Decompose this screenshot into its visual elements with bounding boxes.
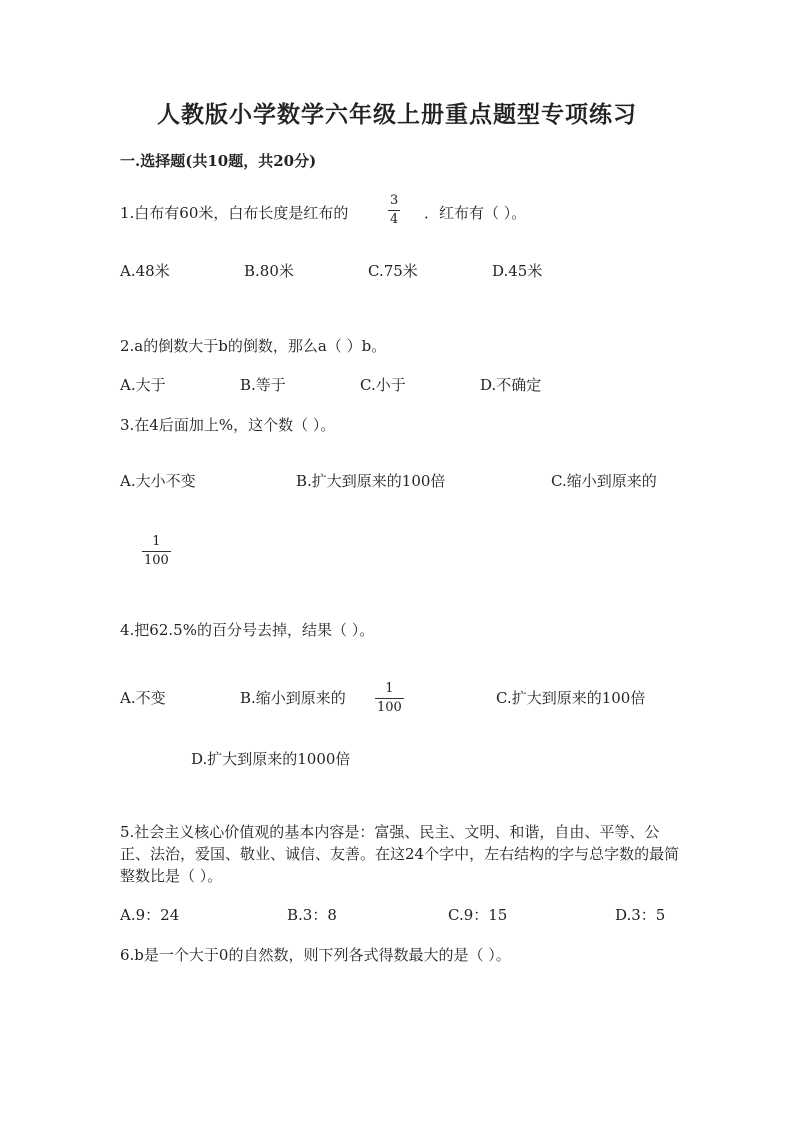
fraction-denominator: 4 — [390, 212, 399, 227]
question-1-stem-a: 1.白布有60米，白布长度是红布的 — [120, 204, 349, 222]
question-2-option-c[interactable]: C.小于 — [360, 376, 406, 394]
question-3-option-a[interactable]: A.大小不变 — [120, 472, 196, 490]
fraction-bar — [142, 551, 171, 552]
question-5-stem: 5.社会主义核心价值观的基本内容是：富强、民主、文明、和谐，自由、平等、公正、法治，爱国、敬业、诚信、友善。在这24个字中，左右结构的字与总字数的最简整数比是（ ）。 — [120, 823, 680, 885]
question-4-option-b[interactable]: B.缩小到原来的 — [240, 689, 346, 707]
fraction-numerator: 1 — [152, 534, 161, 549]
question-5-option-b[interactable]: B.3：8 — [287, 906, 337, 924]
fraction-numerator: 3 — [390, 193, 399, 208]
question-4-option-d[interactable]: D.扩大到原来的1000倍 — [191, 750, 351, 768]
question-6-stem: 6.b是一个大于0的自然数，则下列各式得数最大的是（ ）。 — [120, 946, 511, 964]
question-4-option-a[interactable]: A.不变 — [120, 689, 166, 707]
question-1-stem-b: ．红布有（ ）。 — [424, 204, 527, 222]
question-3-fraction — [142, 534, 171, 569]
question-1-option-b[interactable]: B.80米 — [244, 262, 294, 280]
question-3-option-c[interactable]: C.缩小到原来的 — [551, 472, 657, 490]
question-1-option-a[interactable]: A.48米 — [120, 262, 170, 280]
question-5-option-d[interactable]: D.3：5 — [615, 906, 666, 924]
question-1-fraction — [388, 193, 400, 228]
fraction-numerator: 1 — [385, 681, 394, 696]
question-4-fraction — [375, 681, 404, 716]
fraction-bar — [388, 210, 400, 211]
fraction-denominator: 100 — [377, 700, 402, 715]
fraction-bar — [375, 698, 404, 699]
question-4-option-c[interactable]: C.扩大到原来的100倍 — [496, 689, 646, 707]
question-5-option-c[interactable]: C.9：15 — [448, 906, 508, 924]
question-2-stem: 2.a的倒数大于b的倒数，那么a（ ）b。 — [120, 337, 387, 355]
page-title: 人教版小学数学六年级上册重点题型专项练习 — [157, 101, 637, 128]
question-2-option-b[interactable]: B.等于 — [240, 376, 286, 394]
question-1-option-d[interactable]: D.45米 — [492, 262, 543, 280]
section-heading: 一.选择题(共10题，共20分) — [120, 152, 317, 170]
question-3-stem: 3.在4后面加上%，这个数（ ）。 — [120, 416, 336, 434]
question-5-option-a[interactable]: A.9：24 — [120, 906, 180, 924]
question-4-stem: 4.把62.5%的百分号去掉，结果（ ）。 — [120, 621, 375, 639]
question-2-option-a[interactable]: A.大于 — [120, 376, 166, 394]
question-1-option-c[interactable]: C.75米 — [368, 262, 418, 280]
fraction-denominator: 100 — [144, 553, 169, 568]
question-3-option-b[interactable]: B.扩大到原来的100倍 — [296, 472, 446, 490]
question-2-option-d[interactable]: D.不确定 — [480, 376, 542, 394]
